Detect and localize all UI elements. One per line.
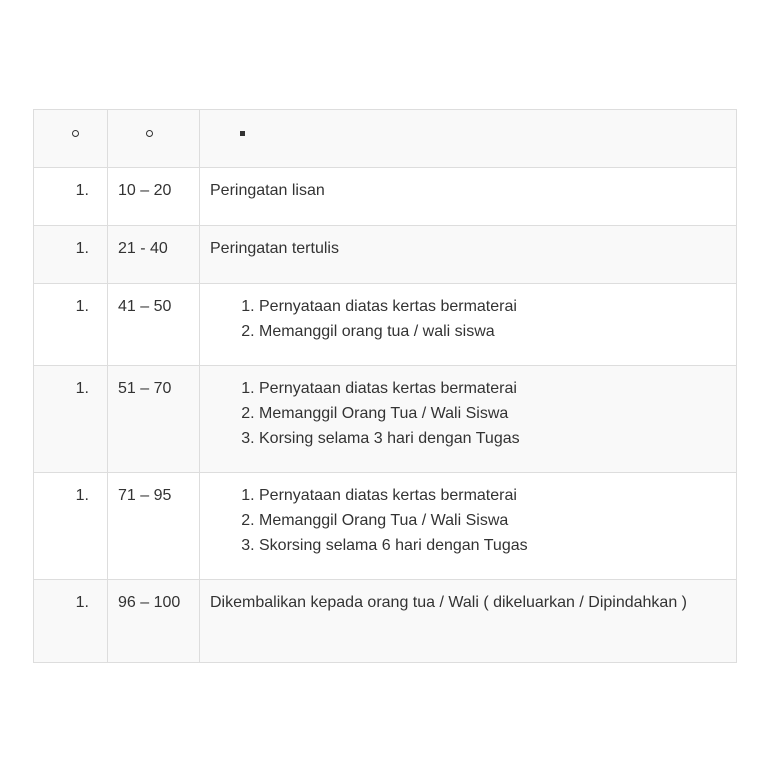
table-row xyxy=(34,168,737,226)
header-cell-2 xyxy=(108,110,200,168)
list-item: 2. Memanggil Orang Tua / Wali Siswa xyxy=(259,508,726,533)
list-item: 1. Pernyataan diatas kertas bermaterai xyxy=(259,376,726,401)
row-number-cell: 1. xyxy=(34,580,108,663)
row-number-cell: 1. xyxy=(34,284,108,366)
point-range-cell: 96 – 100 xyxy=(108,580,200,663)
table-row xyxy=(34,473,737,580)
header-cell-1 xyxy=(34,110,108,168)
sanction-table xyxy=(33,109,737,663)
sanction-table-wrapper xyxy=(33,109,736,663)
sanction-cell: Peringatan lisan xyxy=(200,168,737,226)
hollow-bullet-icon xyxy=(146,130,153,137)
square-bullet-icon xyxy=(240,131,245,136)
row-number-cell: 1. xyxy=(34,366,108,473)
table-row xyxy=(34,580,737,663)
list-item: 1. Pernyataan diatas kertas bermaterai xyxy=(259,294,726,319)
point-range-cell: 51 – 70 xyxy=(108,366,200,473)
table-row xyxy=(34,284,737,366)
sanction-cell xyxy=(200,473,737,580)
table-header-row xyxy=(34,110,737,168)
list-item: 3. Korsing selama 3 hari dengan Tugas xyxy=(259,426,726,451)
point-range-cell: 71 – 95 xyxy=(108,473,200,580)
row-number-cell: 1. xyxy=(34,226,108,284)
sanction-list xyxy=(210,483,726,558)
point-range-cell: 21 - 40 xyxy=(108,226,200,284)
list-item: 2. Memanggil orang tua / wali siswa xyxy=(259,319,726,344)
list-item: 3. Skorsing selama 6 hari dengan Tugas xyxy=(259,533,726,558)
row-number-cell: 1. xyxy=(34,168,108,226)
header-cell-3 xyxy=(200,110,737,168)
sanction-list xyxy=(210,376,726,451)
table-row xyxy=(34,226,737,284)
table-row xyxy=(34,366,737,473)
list-item: 2. Memanggil Orang Tua / Wali Siswa xyxy=(259,401,726,426)
point-range-cell: 10 – 20 xyxy=(108,168,200,226)
hollow-bullet-icon xyxy=(72,130,79,137)
point-range-cell: 41 – 50 xyxy=(108,284,200,366)
list-item: 1. Pernyataan diatas kertas bermaterai xyxy=(259,483,726,508)
sanction-cell xyxy=(200,284,737,366)
sanction-list xyxy=(210,294,726,344)
row-number-cell: 1. xyxy=(34,473,108,580)
sanction-cell: Dikembalikan kepada orang tua / Wali ( dikeluarkan / Dipindahkan ) xyxy=(200,580,737,663)
sanction-cell xyxy=(200,366,737,473)
sanction-cell: Peringatan tertulis xyxy=(200,226,737,284)
